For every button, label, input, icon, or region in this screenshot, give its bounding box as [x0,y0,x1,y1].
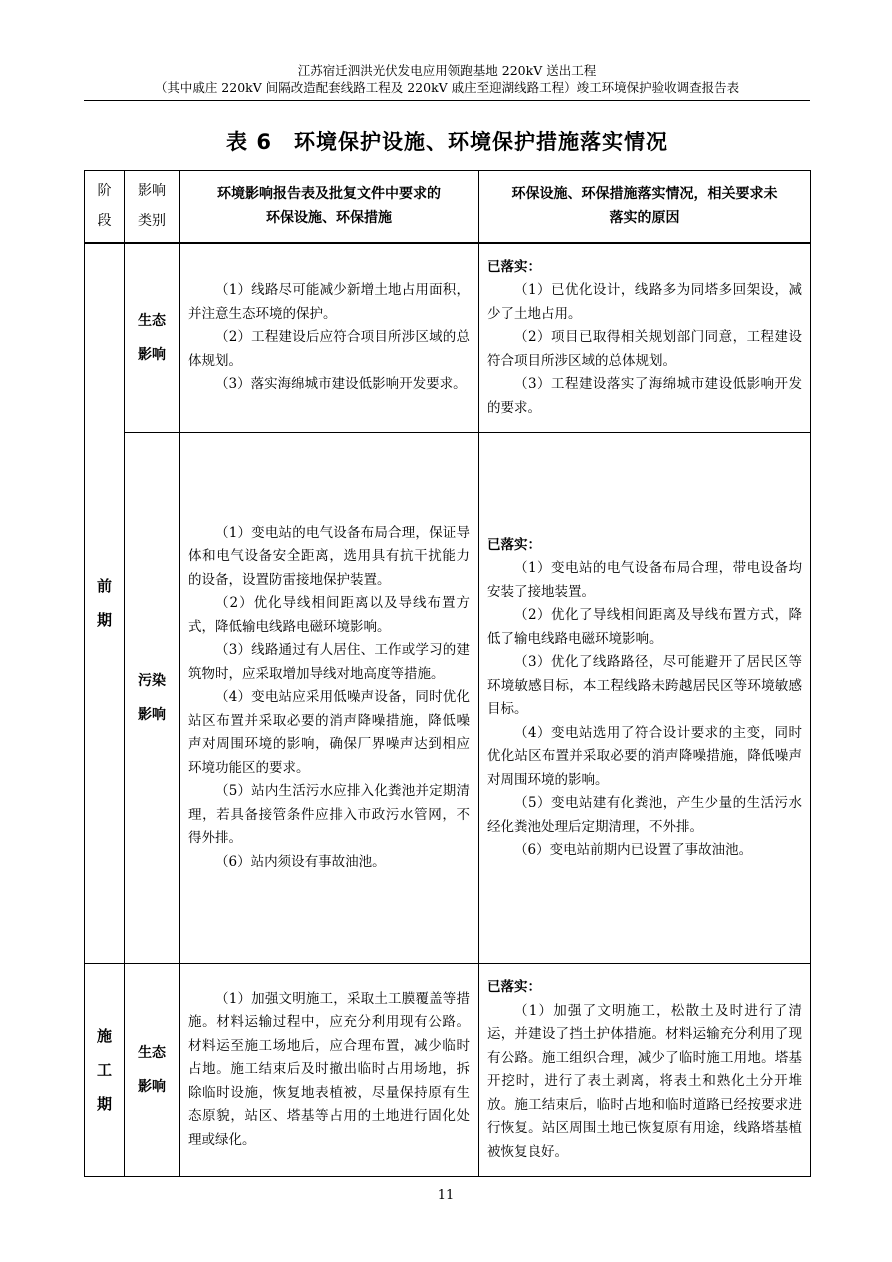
stage-cell: 施 工 期 [85,964,125,1177]
requirements-cell: （1）加强文明施工，采取土工膜覆盖等措施。材料运输过程中，应充分利用现有公路。材料运至施工场地后，应合理布置，减少临时占地。施工结束后及时撤出临时占用场地，拆除临时设施，恢复地表植被，尽量保持原有生态原貌，站区、塔基等占用的土地进行固化处理或绿化。 [180,964,479,1177]
impact-type-cell: 生态 影响 [125,243,180,433]
header-line-2: （其中戚庄 220kV 间隔改造配套线路工程及 220kV 戚庄至迎湖线路工程）竣工环境保护验收调查报告表 [154,80,740,95]
implementation-cell: 已落实： （1）已优化设计，线路多为同塔多回架设，减少了土地占用。 （2）项目已取得相关规划部门同意，工程建设符合项目所涉区域的总体规划。 （3）工程建设落实了海绵城市建设低影响开发的要求。 [479,243,811,433]
header-stage: 阶 段 [85,171,125,243]
impact-type-cell: 污染 影响 [125,433,180,964]
header-line-1: 江苏宿迁泗洪光伏发电应用领跑基地 220kV 送出工程 [297,63,597,78]
running-header [84,62,810,96]
implementation-cell: 已落实： （1）变电站的电气设备布局合理，带电设备均安装了接地装置。 （2）优化了导线相间距离及导线布置方式，降低了输电线路电磁环境影响。 （3）优化了线路路径，尽可能避开了居民区等环境敏感目标，本工程线路未跨越居民区等环境敏感目标。 （4）变电站选用了符合设计要求的主变，同时优化站区布置并采取必要的消声降噪措施，降低噪声对周围环境的影响。 （5）变电站建有化粪池，产生少量的生活污水经化粪池处理后定期清理，不外排。 （6）变电站前期内已设置了事故油池。 [479,433,811,964]
impact-type-cell: 生态 影响 [125,964,180,1177]
page-number: 11 [437,1188,455,1203]
table-row [85,964,811,1177]
measures-table [84,170,811,1177]
table-title: 表 6 环境保护设施、环境保护措施落实情况 [226,130,668,154]
table-header-row [85,171,811,243]
requirements-cell: （1）变电站的电气设备布局合理，保证导体和电气设备安全距离，选用具有抗干扰能力的设备，设置防雷接地保护装置。 （2）优化导线相间距离以及导线布置方式，降低输电线路电磁环境影响。 （3）线路通过有人居住、工作或学习的建筑物时，应采取增加导线对地高度等措施。 （4）变电站应采用低噪声设备，同时优化站区布置并采取必要的消声降噪措施，降低噪声对周围环境的影响，确保厂界噪声达到相应环境功能区的要求。 （5）站内生活污水应排入化粪池并定期清理，若具备接管条件应排入市政污水管网，不得外排。 （6）站内须设有事故油池。 [180,433,479,964]
header-implementation: 环保设施、环保措施落实情况，相关要求未 落实的原因 [479,171,811,243]
header-rule [84,100,810,101]
status-label: 已落实： [487,258,541,275]
requirements-cell: （1）线路尽可能减少新增土地占用面积，并注意生态环境的保护。 （2）工程建设后应符合项目所涉区域的总体规划。 （3）落实海绵城市建设低影响开发要求。 [180,243,479,433]
table-row [85,433,811,964]
status-label: 已落实： [487,979,541,995]
implementation-cell: 已落实： （1）加强了文明施工，松散土及时进行了清运，并建设了挡土护体措施。材料运输充分利用了现有公路。施工组织合理，减少了临时施工用地。塔基开挖时，进行了表土剥离，将表土和熟化土分开堆放。施工结束后，临时占地和临时道路已经按要求进行恢复。站区周围土地已恢复原有用途，线路塔基植被恢复良好。 [479,964,811,1177]
table-row [85,243,811,433]
header-requirements: 环境影响报告表及批复文件中要求的 环保设施、环保措施 [180,171,479,243]
stage-cell: 前 期 [85,243,125,964]
status-label: 已落实： [487,536,541,553]
header-impact-type: 影响 类别 [125,171,180,243]
